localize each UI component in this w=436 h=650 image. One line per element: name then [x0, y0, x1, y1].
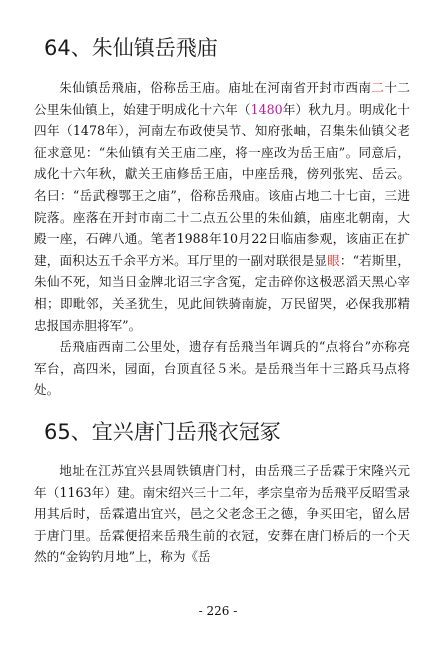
p1-highlight-yan: 眼 — [327, 252, 340, 268]
section-65-paragraph-1: 地址在江苏宜兴县周铁镇唐门村，由岳飛三子岳霖于宋隆兴元年（1163年）建。南宋绍兴三十二年，孝宗皇帝为岳飛平反昭雪录用其后时，岳霖遣出宜兴，邑之父老念王之德，争买田宅，留么居于唐门里。岳霖便招来岳飛生前的衣冠，安葬在唐门桥后的一个天然的“金钩钓月地”上，称为《岳 — [34, 463, 410, 565]
p1-text-c: 年）秋九月。明成化十四年（1478年），河南左布政使吴节、知府张岫，召集朱仙镇父老征求意见：“朱仙镇有关王庙二座，将一座改为岳王庙”。同意后，成化十六年秋，獻关王庙修岳王庙，中座岳飛，傍列张宪、岳云。名曰：“岳武穆鄂王之庙”，俗称岳飛庙。该庙占地二十七亩，三进院落。座落在开封市南二十二点五公里的朱仙鎮，庙座北朝南，大殿一座，石碑八通。笔者1988年10月22日临庙参观，该庙正在扩建，面积达五千余平方米。耳厅里的一副对联很是显 — [34, 101, 411, 268]
page-number: - 226 - — [198, 604, 238, 618]
p1-highlight-er: 二 — [371, 80, 385, 95]
p1-highlight-year: 1480 — [250, 101, 283, 117]
p1-text-a: 朱仙镇岳飛庙，俗称岳王庙。庙址在河南省开封市西南 — [59, 80, 372, 95]
p1-text-d: ：“若斯里，朱仙不死，知当日金牌北诏三字含冤，定击碎你这极恶滔天黑心宰相；即毗邻，关圣犹生，见此间铁骑南旋，万民留哭，必保我那精忠报国赤胆将军”。 — [34, 252, 410, 333]
section-64-paragraph-2: 岳飛庙西南二公里处，遗存有岳飛当年调兵的“点将台”亦称亮军台，高四米，园面，台顶直径５米。是岳飛当年十三路兵马点将处。 — [34, 339, 410, 398]
section-64-paragraph-1 — [34, 77, 410, 336]
section-64-title: 64、朱仙镇岳飛庙 — [44, 36, 218, 60]
section-65-title: 65、宜兴唐门岳飛衣冠冢 — [44, 420, 281, 444]
p1-text-b: 十二公里朱仙镇上，始建于明成化十六年（ — [34, 80, 411, 117]
